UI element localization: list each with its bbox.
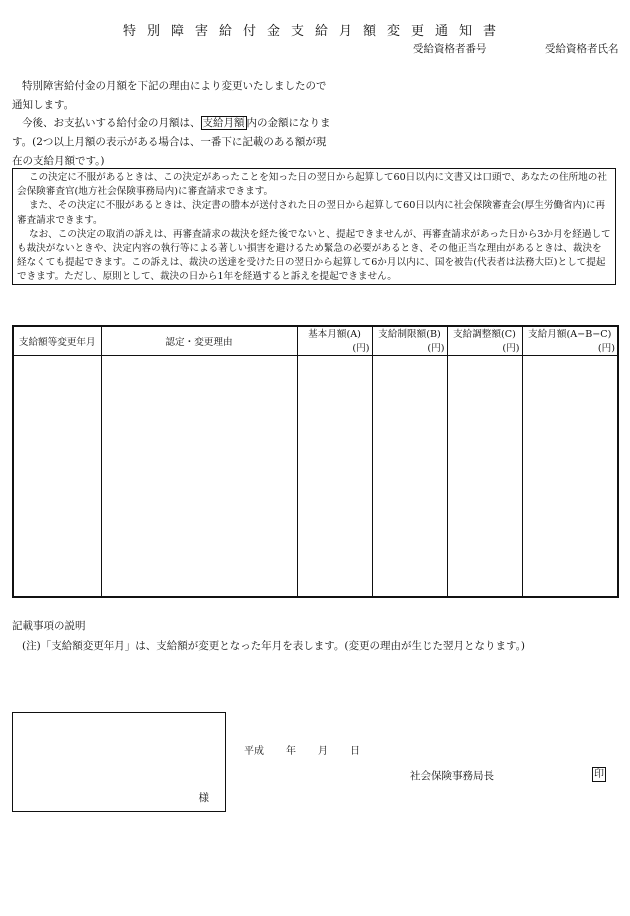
intro-line-5: 在の支給月額です。)	[12, 155, 105, 167]
header-limit-amount	[372, 326, 447, 356]
intro-line-3-pre: 今後、お支払いする給付金の月額は、	[22, 117, 201, 129]
recipient-number-label: 受給資格者番号	[413, 43, 487, 55]
cell-reason	[101, 356, 297, 598]
header-adjust-amount-label: 支給調整額(C)	[453, 329, 516, 340]
document-title: 特別障害給付金支給月額変更通知書	[122, 24, 507, 39]
issue-date	[244, 742, 382, 757]
address-box	[12, 712, 226, 812]
header-base-amount-label: 基本月額(A)	[308, 329, 361, 340]
cell-change-month	[13, 356, 101, 598]
cell-limit-amount	[372, 356, 447, 598]
intro-line-3-post: 内の金額になりま	[246, 117, 331, 129]
header-adjust-amount	[447, 326, 522, 356]
header-limit-amount-unit: (円)	[427, 343, 445, 354]
notes-body: (注)「支給額変更年月」は、支給額が変更となった年月を表します。(変更の理由が生じた翌月となります。)	[22, 640, 525, 652]
table-header-row	[13, 326, 618, 356]
date-month: 月	[318, 746, 328, 757]
cell-adjust-amount	[447, 356, 522, 598]
amount-change-table	[12, 325, 619, 598]
date-era: 平成	[244, 746, 264, 757]
intro-line-4: す。(2つ以上月額の表示がある場合は、一番下に記載のある額が現	[12, 136, 327, 148]
date-year: 年	[286, 746, 296, 757]
cell-monthly-amount	[522, 356, 618, 598]
header-monthly-amount-unit: (円)	[597, 343, 615, 354]
appeal-notice-box	[12, 168, 616, 285]
table-body-row	[13, 356, 618, 598]
header-change-month: 支給額等変更年月	[13, 326, 101, 356]
header-base-amount	[297, 326, 372, 356]
appeal-notice-paragraph-1: この決定に不服があるときは、この決定があったことを知った日の翌日から起算して60日以内に文書又は口頭で、あなたの住所地の社会保険審査官(地方社会保険事務局内)に審査請求できます。	[17, 172, 607, 198]
appeal-notice-paragraph-2: また、その決定に不服があるときは、決定書の謄本が送付された日の翌日から起算して60日以内に社会保険審査会(厚生労働省内)に再審査請求できます。	[17, 200, 606, 226]
header-limit-amount-label: 支給制限額(B)	[378, 329, 441, 340]
header-reason: 認定・変更理由	[101, 326, 297, 356]
intro-line-3	[12, 113, 331, 133]
monthly-amount-boxed-label: 支給月額	[202, 117, 245, 129]
honorific-sama: 様	[198, 792, 209, 804]
intro-line-1: 特別障害給付金の月額を下記の理由により変更いたしましたので	[22, 80, 327, 92]
intro-line-2: 通知します。	[12, 99, 75, 111]
header-monthly-amount-label: 支給月額(A−B−C)	[528, 329, 612, 340]
date-day: 日	[350, 746, 360, 757]
header-monthly-amount	[522, 326, 618, 356]
header-base-amount-unit: (円)	[352, 343, 370, 354]
appeal-notice-paragraph-3: なお、この決定の取消の訴えは、再審査請求の裁決を経た後でないと、提起できませんが、再審査請求があった日から3か月を経過しても裁決がないときや、決定内容の執行等による著しい損害を避けるため緊急の必要があるとき、その他正当な理由があるときは、裁決を経なくても提起できます。この訴えは、裁決の送達を受けた日の翌日から起算して6か月以内に、国を被告(代表者は法務大臣)として提起できます。ただし、原則として、裁決の日から1年を経過すると訴えを提起できません。	[17, 228, 611, 283]
header-adjust-amount-unit: (円)	[502, 343, 520, 354]
issuer-title: 社会保険事務局長	[410, 770, 494, 782]
cell-base-amount	[297, 356, 372, 598]
notes-heading: 記載事項の説明	[12, 620, 86, 632]
seal-mark: 印	[594, 769, 604, 780]
recipient-name-label: 受給資格者氏名	[545, 43, 619, 55]
